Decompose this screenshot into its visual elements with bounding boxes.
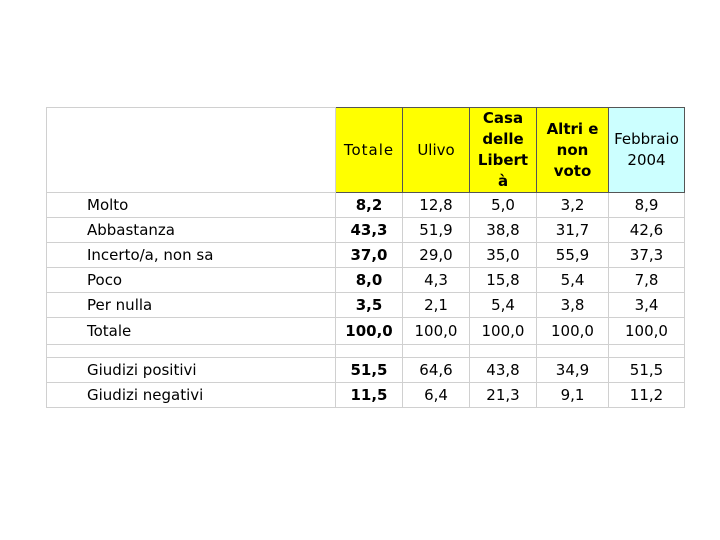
header-casa-delle-liberta [470, 108, 537, 193]
header-febbraio-line: 2004 [627, 151, 666, 169]
cell-altri: 5,4 [537, 268, 609, 293]
cell-totale: 51,5 [336, 358, 403, 383]
cell-casa: 35,0 [470, 243, 537, 268]
cell-altri: 31,7 [537, 218, 609, 243]
survey-table-container [46, 107, 684, 411]
header-casa-line: delle [482, 130, 524, 148]
table-row [47, 358, 685, 383]
spacer-cell [47, 345, 336, 358]
cell-altri: 55,9 [537, 243, 609, 268]
table-row [47, 383, 685, 408]
row-label: Totale [47, 318, 336, 345]
cell-altri: 3,8 [537, 293, 609, 318]
cell-casa: 100,0 [470, 318, 537, 345]
header-altri-line: Altri e [546, 119, 599, 138]
header-empty-cell [47, 108, 336, 193]
cell-totale: 37,0 [336, 243, 403, 268]
header-casa-line: à [497, 172, 509, 190]
row-label: Abbastanza [47, 218, 336, 243]
header-totale: Totale [336, 108, 403, 193]
cell-ulivo: 4,3 [403, 268, 470, 293]
cell-totale: 11,5 [336, 383, 403, 408]
cell-ulivo: 6,4 [403, 383, 470, 408]
cell-altri: 3,2 [537, 193, 609, 218]
spacer-row [47, 345, 685, 358]
table-row [47, 218, 685, 243]
header-altri-non-voto [537, 108, 609, 193]
cell-altri: 34,9 [537, 358, 609, 383]
cell-altri: 9,1 [537, 383, 609, 408]
table-row [47, 193, 685, 218]
table-row [47, 293, 685, 318]
cell-totale: 8,2 [336, 193, 403, 218]
cell-ulivo: 100,0 [403, 318, 470, 345]
cell-ulivo: 64,6 [403, 358, 470, 383]
cell-ulivo: 12,8 [403, 193, 470, 218]
cell-febbraio: 11,2 [609, 383, 685, 408]
cell-totale: 3,5 [336, 293, 403, 318]
table-row-total [47, 318, 685, 345]
header-casa-line: Libert [477, 151, 529, 169]
cell-ulivo: 51,9 [403, 218, 470, 243]
header-altri-line: voto [553, 161, 592, 180]
row-label: Molto [47, 193, 336, 218]
cell-febbraio: 8,9 [609, 193, 685, 218]
header-altri-line: non [556, 140, 589, 159]
row-label: Giudizi negativi [47, 383, 336, 408]
cell-casa: 5,0 [470, 193, 537, 218]
cell-febbraio: 100,0 [609, 318, 685, 345]
header-row [47, 108, 685, 193]
cell-altri: 100,0 [537, 318, 609, 345]
cell-febbraio: 37,3 [609, 243, 685, 268]
row-label: Per nulla [47, 293, 336, 318]
row-label: Poco [47, 268, 336, 293]
spacer-cell [609, 345, 685, 358]
cell-febbraio: 42,6 [609, 218, 685, 243]
cell-febbraio: 7,8 [609, 268, 685, 293]
header-ulivo: Ulivo [403, 108, 470, 193]
cell-casa: 15,8 [470, 268, 537, 293]
cell-totale: 43,3 [336, 218, 403, 243]
cell-totale: 100,0 [336, 318, 403, 345]
spacer-cell [403, 345, 470, 358]
row-label: Giudizi positivi [47, 358, 336, 383]
cell-ulivo: 2,1 [403, 293, 470, 318]
cell-casa: 43,8 [470, 358, 537, 383]
cell-totale: 8,0 [336, 268, 403, 293]
cell-febbraio: 3,4 [609, 293, 685, 318]
cell-febbraio: 51,5 [609, 358, 685, 383]
survey-table [46, 107, 685, 408]
spacer-cell [470, 345, 537, 358]
header-febbraio-line: Febbraio [614, 130, 679, 148]
cell-casa: 5,4 [470, 293, 537, 318]
cell-casa: 38,8 [470, 218, 537, 243]
row-label: Incerto/a, non sa [47, 243, 336, 268]
cell-ulivo: 29,0 [403, 243, 470, 268]
header-febbraio-2004 [609, 108, 685, 193]
table-row [47, 268, 685, 293]
spacer-cell [336, 345, 403, 358]
cell-casa: 21,3 [470, 383, 537, 408]
spacer-cell [537, 345, 609, 358]
header-casa-line: Casa [482, 109, 524, 127]
table-row [47, 243, 685, 268]
